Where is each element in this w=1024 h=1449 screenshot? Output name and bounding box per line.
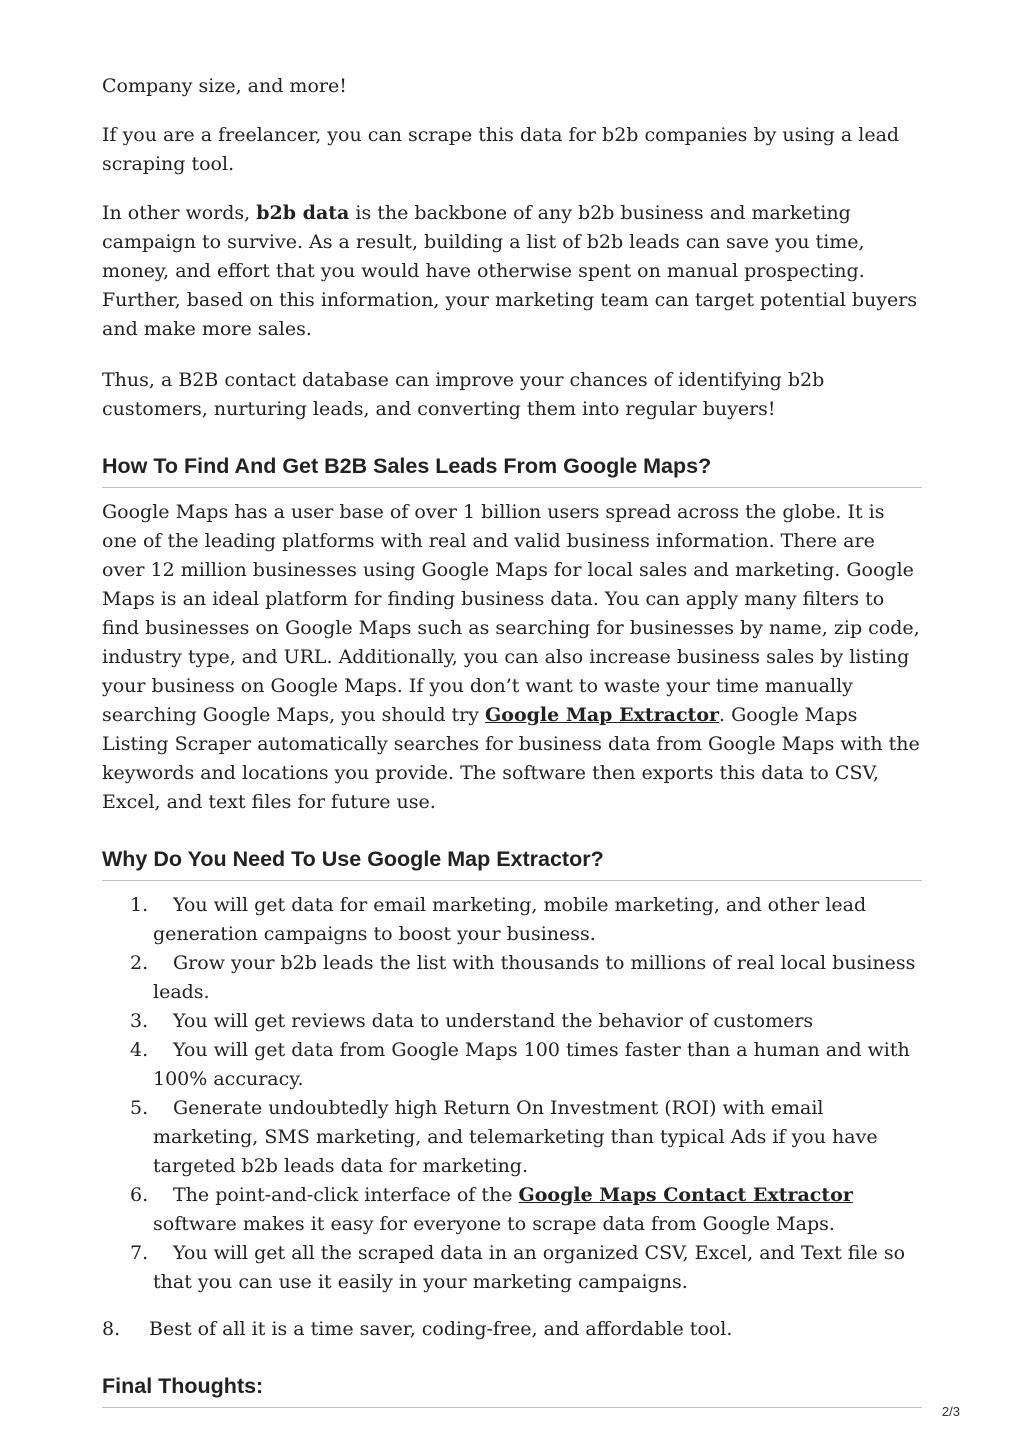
list-item (102, 1239, 922, 1297)
page-number: 2/3 (941, 1404, 960, 1419)
list-item (102, 1181, 922, 1239)
list-item (102, 891, 922, 949)
list-item-text: You will get data from Google Maps 100 times faster than a human and with 100% accuracy. (153, 1039, 910, 1090)
list-item-number: 4. (130, 1039, 149, 1061)
list-item-number: 5. (130, 1097, 149, 1119)
list-item-number: 1. (130, 894, 149, 916)
list-item-text: Generate undoubtedly high Return On Investment (ROI) with email marketing, SMS marketing, and telemarketing than typical Ads if you have targeted b2b leads data for marketing. (153, 1097, 878, 1177)
list-item-8 (102, 1315, 922, 1344)
benefits-list (102, 891, 922, 1297)
paragraph-google-maps-after: . Google Maps Listing Scraper automatically searches for business data from Google Maps with the keywords and locations you provide. The software then exports this data to CSV, Excel, and text files for future use. (102, 704, 920, 813)
list-item-number: 7. (130, 1242, 149, 1264)
list-item-number: 8. (102, 1318, 121, 1340)
paragraph-company-size: Company size, and more! (102, 75, 347, 97)
heading-why-use: Why Do You Need To Use Google Map Extractor? (102, 845, 922, 881)
paragraph-google-maps (102, 498, 922, 817)
list-item-number: 3. (130, 1010, 149, 1032)
paragraph-b2b-data (102, 199, 922, 344)
list-item (102, 1036, 922, 1094)
paragraph-b2b-data-after: is the backbone of any b2b business and marketing campaign to survive. As a result, building a list of b2b leads can save you time, money, and effort that you would have otherwise spent on manual prospecting. Further, based on this information, your marketing team can target potential buyers and make more sales. (102, 202, 918, 340)
list-item-text-after: software makes it easy for everyone to scrape data from Google Maps. (153, 1213, 835, 1235)
heading-find-leads: How To Find And Get B2B Sales Leads From Google Maps? (102, 452, 922, 488)
heading-final-thoughts: Final Thoughts: (102, 1372, 922, 1408)
list-item-text: You will get data for email marketing, mobile marketing, and other lead generation campaigns to boost your business. (153, 894, 867, 945)
google-maps-contact-extractor-link[interactable]: Google Maps Contact Extractor (518, 1184, 853, 1206)
paragraph-b2b-data-before: In other words, (102, 202, 257, 224)
document-page (102, 72, 922, 1408)
b2b-data-bold: b2b data (256, 202, 350, 224)
list-item-text: You will get reviews data to understand the behavior of customers (173, 1010, 814, 1032)
paragraph-freelancer: If you are a freelancer, you can scrape this data for b2b companies by using a lead scraping tool. (102, 124, 900, 175)
list-item-number: 6. (130, 1184, 149, 1206)
list-item-text-before: The point-and-click interface of the (173, 1184, 519, 1206)
list-item-text: You will get all the scraped data in an organized CSV, Excel, and Text file so that you can use it easily in your marketing campaigns. (153, 1242, 906, 1293)
list-item-text: Grow your b2b leads the list with thousands to millions of real local business leads. (153, 952, 916, 1003)
paragraph-google-maps-before: Google Maps has a user base of over 1 billion users spread across the globe. It is one of the leading platforms with real and valid business information. There are over 12 million businesses using Google Maps for local sales and marketing. Google Maps is an ideal platform for finding business data. You can apply many filters to find businesses on Google Maps such as searching for businesses by name, zip code, industry type, and URL. Additionally, you can also increase business sales by listing your business on Google Maps. If you don’t want to waste your time manually searching Google Maps, you should try (102, 501, 920, 726)
paragraph-contact-database: Thus, a B2B contact database can improve your chances of identifying b2b customers, nurturing leads, and converting them into regular buyers! (102, 369, 825, 420)
list-item (102, 1094, 922, 1181)
list-item-text: Best of all it is a time saver, coding-free, and affordable tool. (149, 1318, 733, 1340)
list-item (102, 1007, 922, 1036)
google-map-extractor-link[interactable]: Google Map Extractor (485, 704, 720, 726)
list-item (102, 949, 922, 1007)
list-item-number: 2. (130, 952, 149, 974)
